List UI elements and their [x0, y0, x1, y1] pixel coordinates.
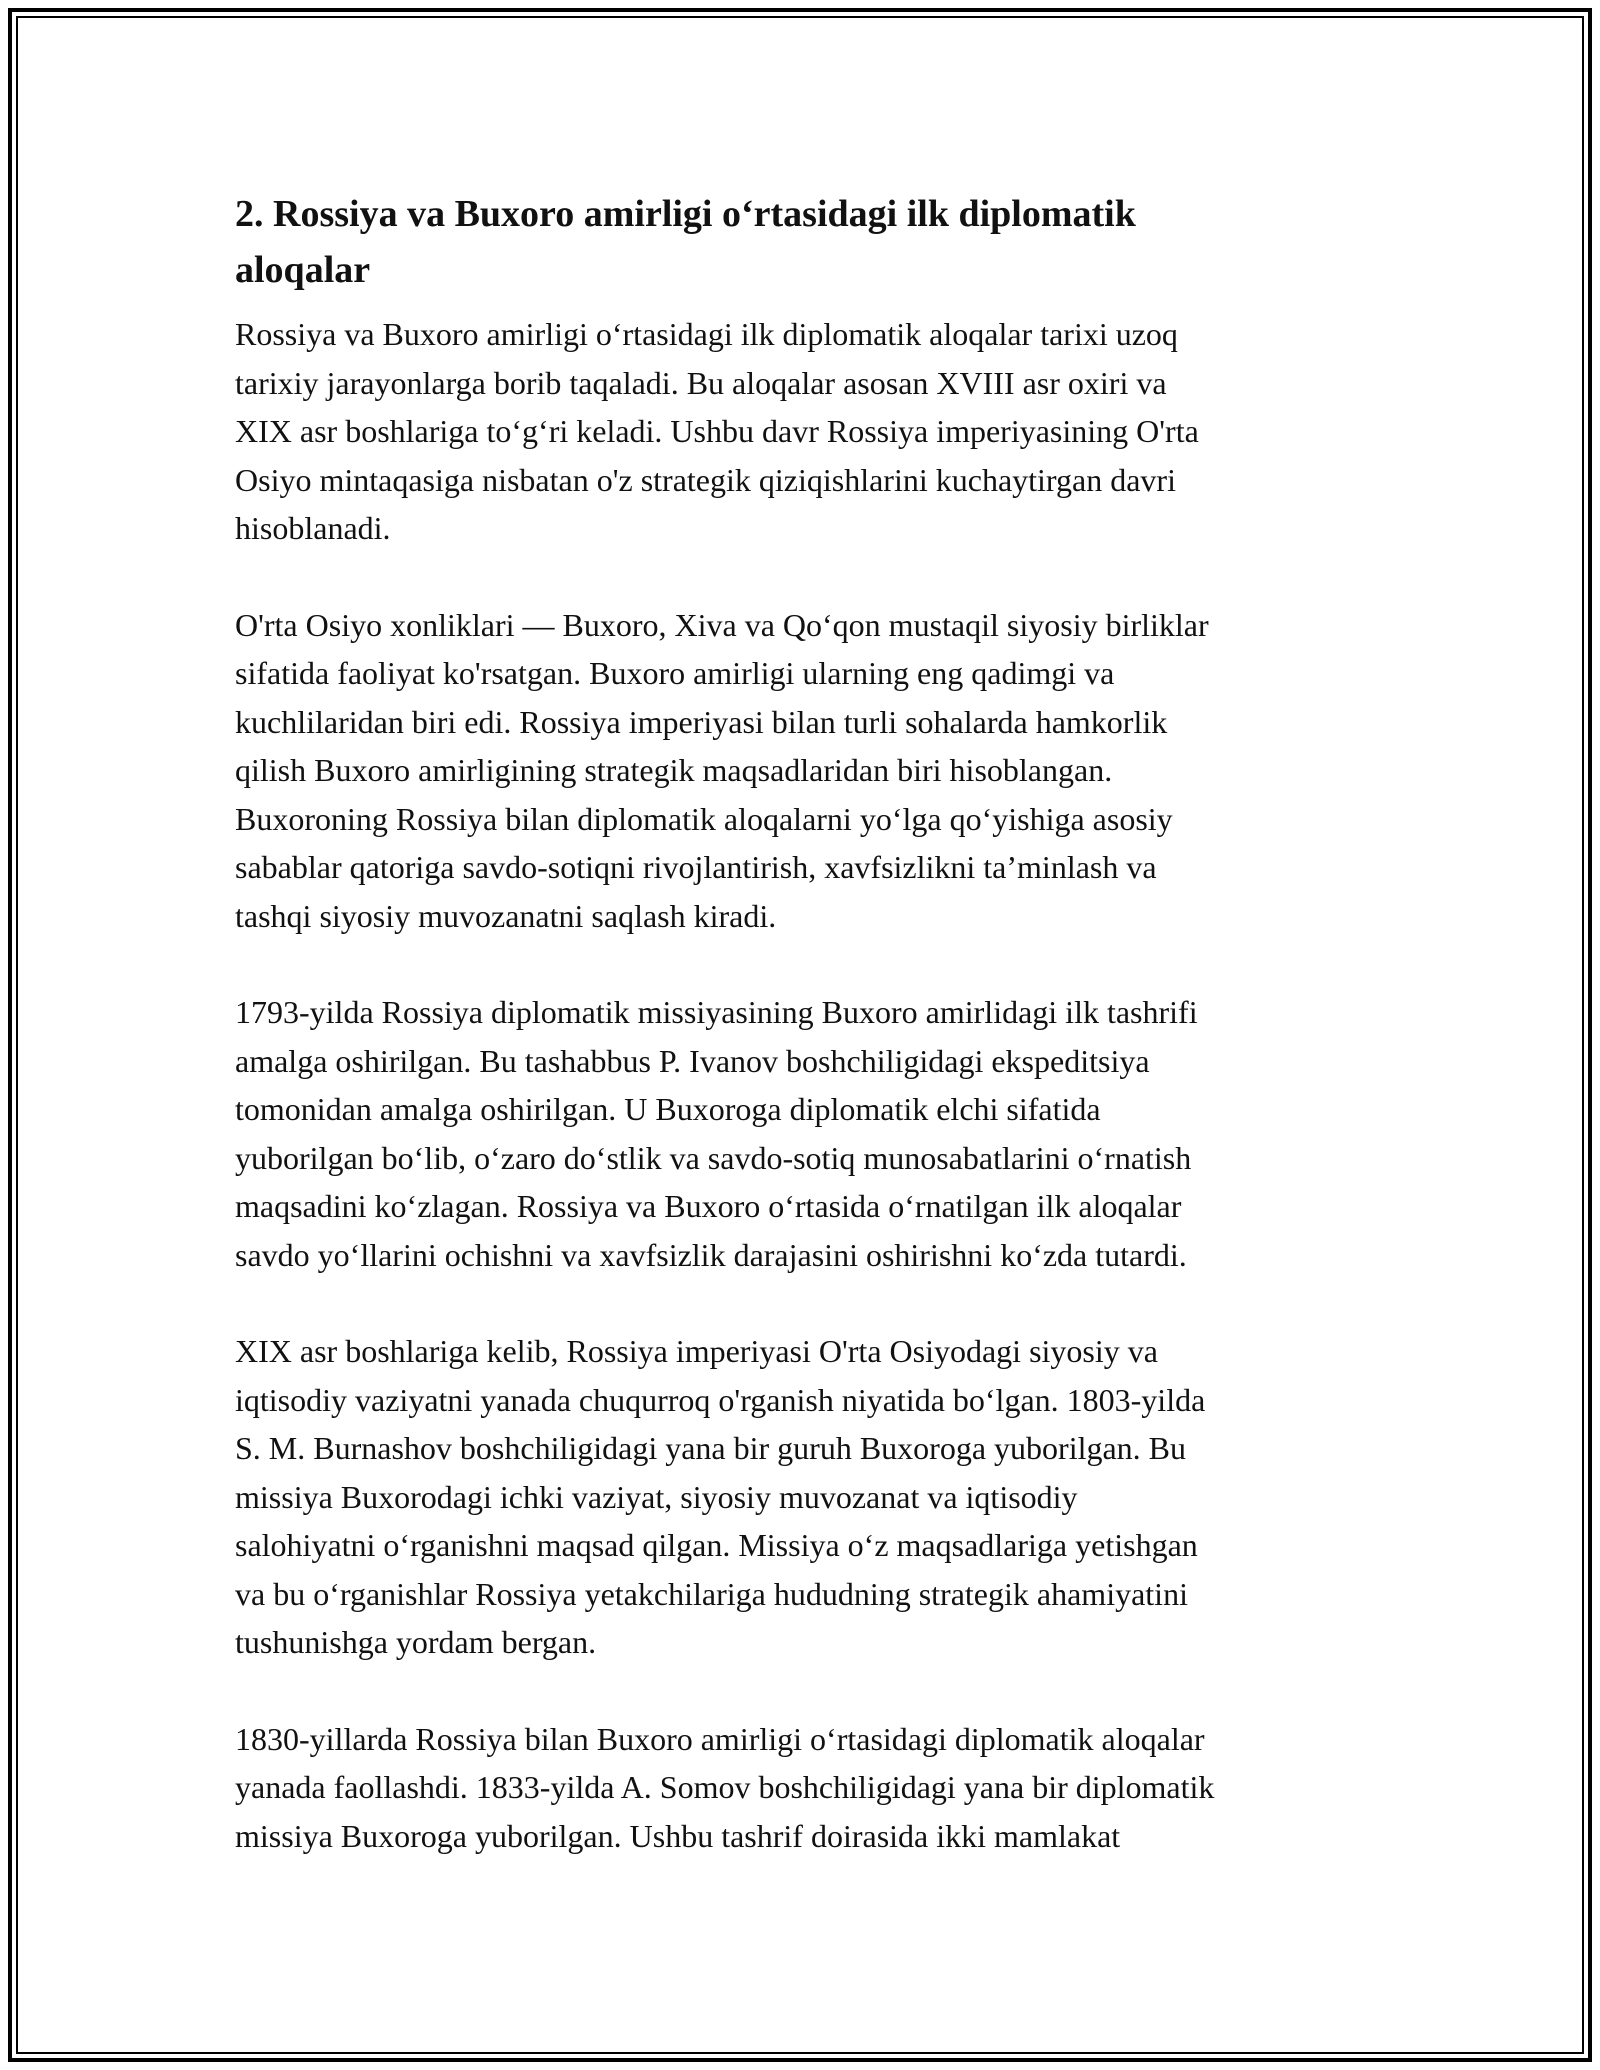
- paragraph-line: Buxoroning Rossiya bilan diplomatik aloqalarni yo‘lga qo‘yishiga asosiy: [235, 800, 1173, 837]
- paragraph-line: qilish Buxoro amirligining strategik maqsadlaridan biri hisoblangan.: [235, 752, 1113, 788]
- paragraph-line: missiya Buxoroga yuborilgan. Ushbu tashrif doirasida ikki mamlakat: [235, 1817, 1121, 1854]
- paragraph-line: missiya Buxorodagi ichki vaziyat, siyosiy muvozanat va iqtisodiy: [235, 1478, 1078, 1515]
- paragraph-line: salohiyatni o‘rganishni maqsad qilgan. Missiya o‘z maqsadlariga yetishgan: [235, 1527, 1198, 1563]
- heading-line: 2. Rossiya va Buxoro amirligi o‘rtasidagi ilk diplomatik: [235, 193, 1136, 235]
- heading-line: aloqalar: [235, 249, 371, 291]
- paragraph-2: [235, 601, 1375, 941]
- paragraph-line: yanada faollashdi. 1833-yilda A. Somov boshchiligidagi yana bir diplomatik: [235, 1769, 1215, 1805]
- paragraph-line: sifatida faoliyat ko'rsatgan. Buxoro amirligi ularning eng qadimgi va: [235, 655, 1115, 691]
- paragraph-line: Rossiya va Buxoro amirligi o‘rtasidagi ilk diplomatik aloqalar tarixi uzoq: [235, 316, 1178, 352]
- paragraph-line: XIX asr boshlariga to‘g‘ri keladi. Ushbu davr Rossiya imperiyasining O'rta: [235, 413, 1199, 449]
- paragraph-line: 1793-yilda Rossiya diplomatik missiyasining Buxoro amirlidagi ilk tashrifi: [235, 994, 1198, 1030]
- document-body: [235, 186, 1375, 1860]
- paragraph-line: tashqi siyosiy muvozanatni saqlash kiradi.: [235, 897, 777, 934]
- paragraph-line: Osiyo mintaqasiga nisbatan o'z strategik qiziqishlarini kuchaytirgan davri: [235, 461, 1176, 498]
- paragraph-line: S. M. Burnashov boshchiligidagi yana bir guruh Buxoroga yuborilgan. Bu: [235, 1430, 1187, 1466]
- paragraph-line: maqsadini ko‘zlagan. Rossiya va Buxoro o‘rtasida o‘rnatilgan ilk aloqalar: [235, 1188, 1182, 1224]
- section-heading: [235, 186, 1375, 298]
- paragraph-line: iqtisodiy vaziyatni yanada chuqurroq o'rganish niyatida bo‘lgan. 1803-yilda: [235, 1381, 1206, 1418]
- paragraph-line: savdo yo‘llarini ochishni va xavfsizlik darajasini oshirishni ko‘zda tutardi.: [235, 1236, 1187, 1273]
- paragraph-1: [235, 310, 1375, 553]
- paragraph-5: [235, 1715, 1375, 1861]
- paragraph-line: XIX asr boshlariga kelib, Rossiya imperiyasi O'rta Osiyodagi siyosiy va: [235, 1333, 1158, 1369]
- paragraph-line: amalga oshirilgan. Bu tashabbus P. Ivanov boshchiligidagi ekspeditsiya: [235, 1042, 1150, 1079]
- paragraph-line: kuchlilaridan biri edi. Rossiya imperiyasi bilan turli sohalarda hamkorlik: [235, 703, 1168, 740]
- paragraph-4: [235, 1327, 1375, 1667]
- paragraph-line: va bu o‘rganishlar Rossiya yetakchilariga hududning strategik ahamiyatini: [235, 1575, 1188, 1612]
- paragraph-line: O'rta Osiyo xonliklari — Buxoro, Xiva va Qo‘qon mustaqil siyosiy birliklar: [235, 606, 1209, 643]
- paragraph-line: tarixiy jarayonlarga borib taqaladi. Bu aloqalar asosan XVIII asr oxiri va: [235, 364, 1167, 401]
- paragraph-line: yuborilgan bo‘lib, o‘zaro do‘stlik va savdo-sotiq munosabatlarini o‘rnatish: [235, 1139, 1192, 1176]
- paragraph-3: [235, 988, 1375, 1279]
- paragraph-line: 1830-yillarda Rossiya bilan Buxoro amirligi o‘rtasidagi diplomatik aloqalar: [235, 1720, 1205, 1757]
- paragraph-line: tomonidan amalga oshirilgan. U Buxoroga diplomatik elchi sifatida: [235, 1091, 1101, 1127]
- paragraph-line: tushunishga yordam bergan.: [235, 1624, 597, 1660]
- paragraph-line: sabablar qatoriga savdo-sotiqni rivojlantirish, xavfsizlikni ta’minlash va: [235, 849, 1157, 885]
- paragraph-line: hisoblanadi.: [235, 510, 391, 546]
